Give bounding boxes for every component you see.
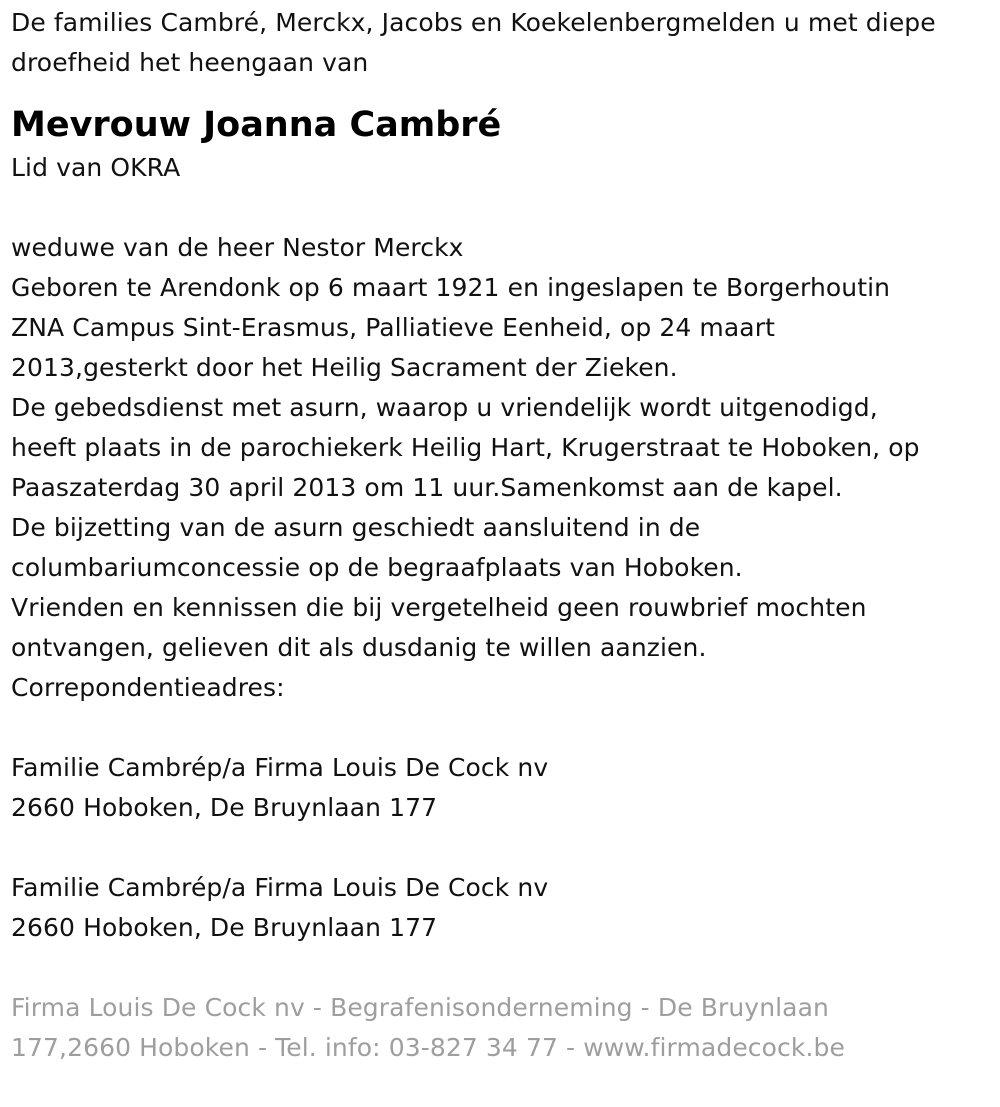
spacer: [11, 188, 996, 228]
address-line: Familie Cambrép/a Firma Louis De Cock nv: [11, 873, 549, 902]
intro-line: De families Cambré, Merckx, Jacobs en Koekelenbergmelden u met diepe: [11, 8, 936, 37]
spacer: [11, 948, 996, 988]
deceased-name: Mevrouw Joanna Cambré: [11, 105, 502, 145]
body-line: De bijzetting van de asurn geschiedt aansluitend in de: [11, 513, 701, 542]
body-line: heeft plaats in de parochiekerk Heilig Hart, Krugerstraat te Hoboken, op: [11, 433, 920, 462]
footer-line: Firma Louis De Cock nv - Begrafenisonderneming - De Bruynlaan: [11, 993, 829, 1022]
address-line: 2660 Hoboken, De Bruynlaan 177: [11, 913, 438, 942]
body-line: ZNA Campus Sint-Erasmus, Palliatieve Eenheid, op 24 maart: [11, 313, 775, 342]
funeral-home-footer: [11, 988, 996, 1068]
body-line: 2013,gesterkt door het Heilig Sacrament der Zieken.: [11, 353, 678, 382]
body-line: Correpondentieadres:: [11, 673, 285, 702]
correspondence-address: [11, 748, 996, 828]
spacer: [11, 828, 996, 868]
body-line: De gebedsdienst met asurn, waarop u vriendelijk wordt uitgenodigd,: [11, 393, 878, 422]
address-line: 2660 Hoboken, De Bruynlaan 177: [11, 793, 438, 822]
body-line: weduwe van de heer Nestor Merckx: [11, 233, 464, 262]
obituary-notice: [11, 3, 996, 1068]
intro-line: droefheid het heengaan van: [11, 48, 369, 77]
address-line: Familie Cambrép/a Firma Louis De Cock nv: [11, 753, 549, 782]
body-text: [11, 228, 996, 708]
body-line: ontvangen, gelieven dit als dusdanig te willen aanzien.: [11, 633, 707, 662]
body-line: Paaszaterdag 30 april 2013 om 11 uur.Samenkomst aan de kapel.: [11, 473, 843, 502]
membership-subtitle: Lid van OKRA: [11, 153, 181, 182]
intro-text: [11, 3, 996, 83]
body-line: Vrienden en kennissen die bij vergetelheid geen rouwbrief mochten: [11, 593, 867, 622]
footer-line: 177,2660 Hoboken - Tel. info: 03-827 34 77 - www.firmadecock.be: [11, 1033, 845, 1062]
body-line: columbariumconcessie op de begraafplaats van Hoboken.: [11, 553, 743, 582]
body-line: Geboren te Arendonk op 6 maart 1921 en ingeslapen te Borgerhoutin: [11, 273, 891, 302]
correspondence-address: [11, 868, 996, 948]
spacer: [11, 708, 996, 748]
